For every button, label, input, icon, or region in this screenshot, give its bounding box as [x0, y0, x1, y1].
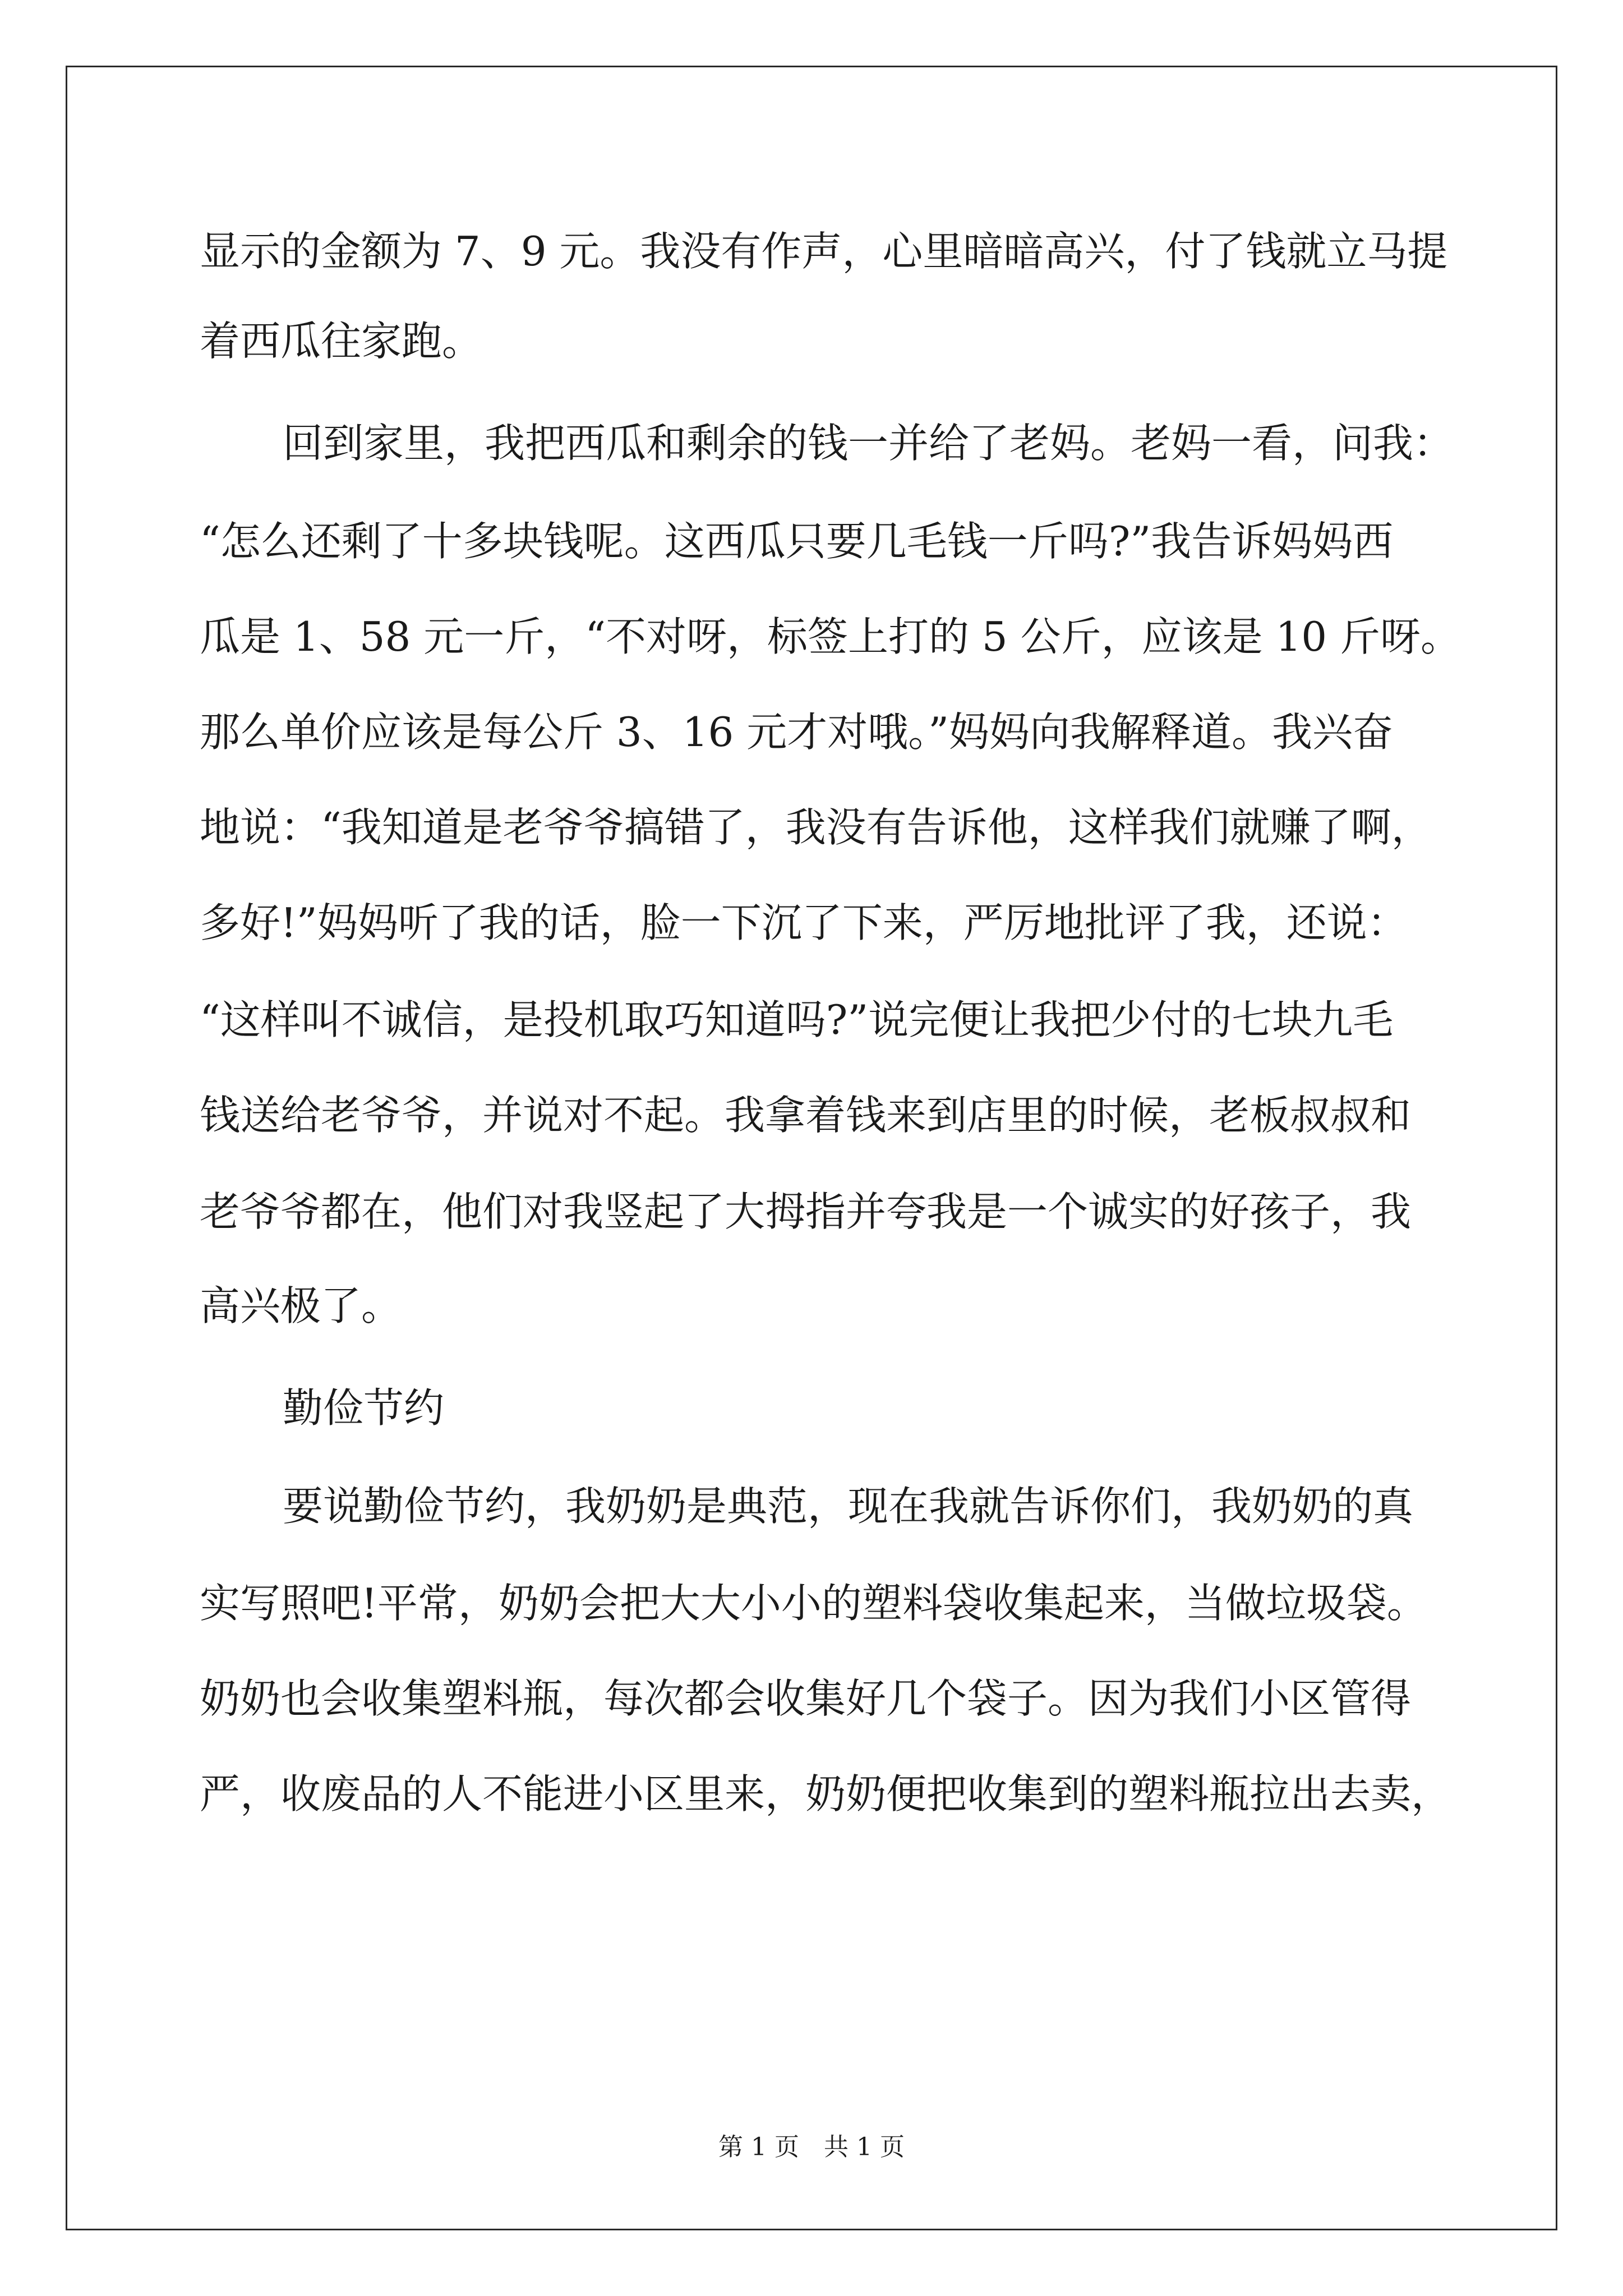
text-line: 实写照吧!平常，奶奶会把大大小小的塑料袋收集起来，当做垃圾袋。	[200, 1580, 1427, 1627]
text-line: 多好!”妈妈听了我的话，脸一下沉了下来，严厉地批评了我，还说：	[200, 899, 1408, 946]
paragraph-start-line: 回到家里，我把西瓜和剩余的钱一并给了老妈。老妈一看，问我：	[283, 420, 1454, 467]
text-line: “这样叫不诚信，是投机取巧知道吗?”说完便让我把少付的七块九毛	[200, 996, 1394, 1043]
text-line: 着西瓜往家跑。	[200, 318, 483, 365]
text-line: 老爷爷都在，他们对我竖起了大拇指并夸我是一个诚实的好孩子，我	[200, 1188, 1412, 1235]
text-line: 地说：“我知道是老爷爷搞错了，我没有告诉他，这样我们就赚了啊，	[200, 804, 1432, 851]
page-footer: 第 1 页 共 1 页	[718, 2133, 905, 2161]
paragraph-start-line: 要说勤俭节约，我奶奶是典范，现在我就告诉你们，我奶奶的真	[283, 1483, 1414, 1530]
text-line: 钱送给老爷爷，并说对不起。我拿着钱来到店里的时候，老板叔叔和	[200, 1092, 1412, 1139]
text-line: “怎么还剩了十多块钱呢。这西瓜只要几毛钱一斤吗?”我告诉妈妈西	[200, 518, 1394, 565]
text-line: 严，收废品的人不能进小区里来，奶奶便把收集到的塑料瓶拉出去卖，	[200, 1770, 1452, 1818]
text-line: 显示的金额为 7、9 元。我没有作声，心里暗暗高兴，付了钱就立马提	[200, 228, 1448, 275]
text-line: 高兴极了。	[200, 1282, 402, 1329]
text-line: 瓜是 1、58 元一斤，“不对呀，标签上打的 5 公斤，应该是 10 斤呀。	[200, 613, 1461, 660]
page-border	[66, 66, 1557, 2230]
text-line: 奶奶也会收集塑料瓶，每次都会收集好几个袋子。因为我们小区管得	[200, 1675, 1412, 1722]
text-line: 那么单价应该是每公斤 3、16 元才对哦。”妈妈向我解释道。我兴奋	[200, 708, 1394, 756]
section-heading: 勤俭节约	[283, 1384, 445, 1432]
